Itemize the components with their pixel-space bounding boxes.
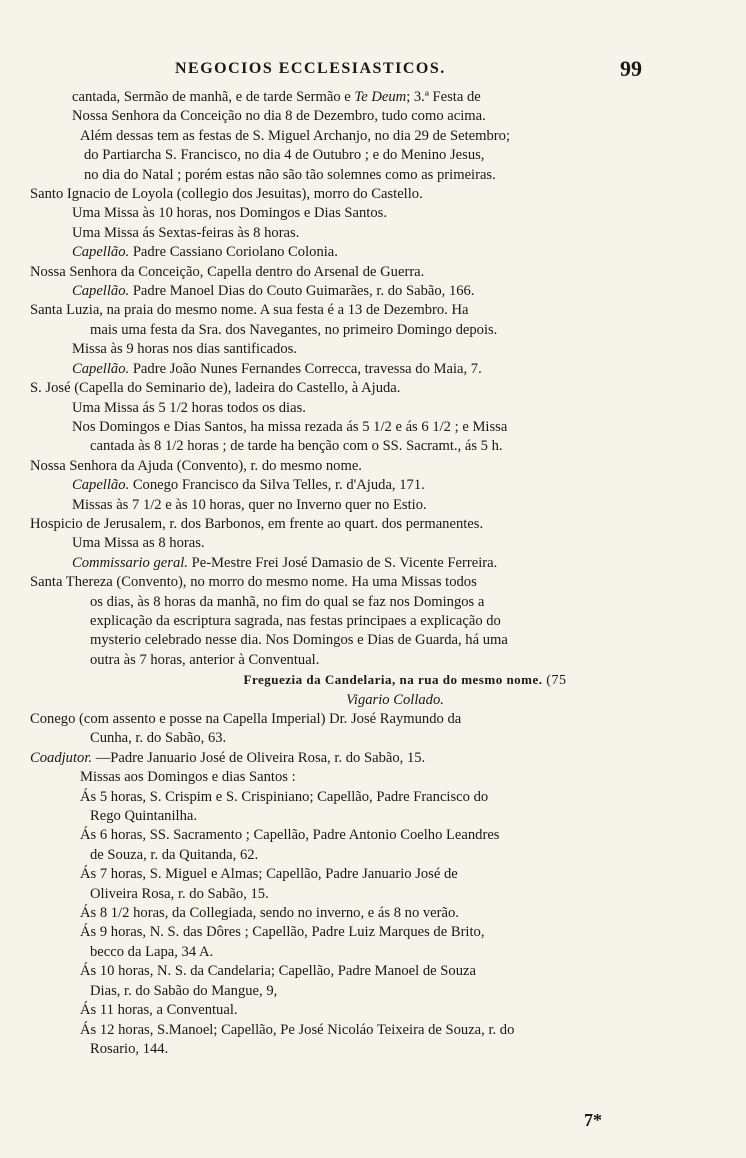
text-line (30, 904, 720, 923)
line-text: Ás 12 horas, S.Manoel; Capellão, Pe José Nicoláo Teixeira de Souza, r. do (80, 1021, 515, 1038)
line-text: Missas às 7 1/2 e às 10 horas, quer no Inverno quer no Estio. (72, 496, 427, 513)
text-line (30, 476, 720, 495)
text-line (30, 146, 720, 165)
line-text: cantada às 8 1/2 horas ; de tarde ha benção com o SS. Sacramt., ás 5 h. (90, 438, 503, 455)
line-text: Padre João Nunes Fernandes Correcca, travessa do Maia, 7. (129, 360, 482, 377)
text-line (30, 534, 720, 553)
line-text: Uma Missa ás 5 1/2 horas todos os dias. (72, 399, 306, 416)
line-text: Ás 11 horas, a Conventual. (80, 1002, 238, 1019)
text-line (30, 437, 720, 456)
text-line (30, 515, 720, 534)
line-text: do Partiarcha S. Francisco, no dia 4 de Outubro ; e do Menino Jesus, (84, 147, 485, 164)
text-line (30, 651, 720, 670)
italic-label: Capellão. (72, 283, 130, 300)
line-text: os dias, às 8 horas da manhã, no fim do qual se faz nos Domingos a (90, 593, 485, 610)
line-text: Dias, r. do Sabão do Mangue, 9, (90, 982, 278, 999)
text-line (30, 360, 720, 379)
page-header (0, 56, 746, 86)
text-line (30, 496, 720, 515)
signature-mark: 7* (584, 1110, 602, 1130)
section-heading-text: Freguezia da Candelaria, na rua do mesmo nome. (243, 672, 543, 688)
text-line (30, 962, 720, 981)
line-text: Ás 5 horas, S. Crispim e S. Crispiniano; Capellão, Padre Francisco do (80, 788, 489, 805)
text-line (30, 807, 720, 826)
text-line (30, 185, 720, 204)
italic-label: Capellão. (72, 360, 130, 377)
line-text: no dia do Natal ; porém estas não são tão solemnes como as primeiras. (84, 166, 496, 183)
text-line (30, 418, 720, 437)
line-text: Ás 8 1/2 horas, da Collegiada, sendo no inverno, e ás 8 no verão. (80, 905, 459, 922)
text-line (30, 749, 720, 768)
line-text: mais uma festa da Sra. dos Navegantes, no primeiro Domingo depois. (90, 321, 498, 338)
text-line (30, 612, 720, 631)
entries-block-lower (30, 710, 720, 1059)
text-line (30, 768, 720, 787)
line-text: de Souza, r. da Quitanda, 62. (90, 846, 259, 863)
text-line (30, 788, 720, 807)
line-text: Santa Thereza (Convento), no morro do mesmo nome. Ha uma Missas todos (30, 574, 477, 591)
text-body (30, 88, 720, 1059)
entries-block-upper (30, 88, 720, 670)
line-text: S. José (Capella do Seminario de), ladeira do Castello, à Ajuda. (30, 380, 401, 397)
text-line (30, 846, 720, 865)
line-text: Ás 9 horas, N. S. das Dôres ; Capellão, Padre Luiz Marques de Brito, (80, 924, 485, 941)
line-text: Hospicio de Jerusalem, r. dos Barbonos, em frente ao quart. dos permanentes. (30, 515, 484, 532)
line-text: Santo Ignacio de Loyola (collegio dos Jesuitas), morro do Castello. (30, 186, 423, 203)
text-line (30, 885, 720, 904)
line-text: Padre Manoel Dias do Couto Guimarães, r. do Sabão, 166. (129, 283, 475, 300)
text-line (30, 729, 720, 748)
text-line (30, 88, 720, 107)
text-line (30, 865, 720, 884)
italic-label: Coadjutor. (30, 749, 93, 766)
text-line (30, 321, 720, 340)
line-text: Nossa Senhora da Conceição no dia 8 de Dezembro, tudo como acima. (72, 108, 486, 125)
section-heading (30, 670, 720, 690)
line-text: Uma Missa ás Sextas-feiras às 8 horas. (72, 224, 300, 241)
line-text: Nos Domingos e Dias Santos, ha missa rezada ás 5 1/2 e ás 6 1/2 ; e Missa (72, 418, 508, 435)
line-text: Uma Missa as 8 horas. (72, 535, 205, 552)
italic-label: Te Deum (354, 89, 407, 105)
page-number: 99 (620, 56, 642, 81)
line-text: Nossa Senhora da Ajuda (Convento), r. do mesmo nome. (30, 457, 362, 474)
text-line (30, 943, 720, 962)
text-line (30, 379, 720, 398)
text-line (30, 826, 720, 845)
text-line (30, 457, 720, 476)
line-text: Rego Quintanilha. (90, 808, 198, 825)
line-text: Oliveira Rosa, r. do Sabão, 15. (90, 885, 269, 902)
line-text: becco da Lapa, 34 A. (90, 943, 214, 960)
line-text: Uma Missa às 10 horas, nos Domingos e Dias Santos. (72, 205, 387, 222)
line-text: Nossa Senhora da Conceição, Capella dentro do Arsenal de Guerra. (30, 263, 425, 280)
text-line (30, 107, 720, 126)
text-line (30, 1001, 720, 1020)
text-line (30, 340, 720, 359)
line-text: Conego Francisco da Silva Telles, r. d'Ajuda, 171. (129, 477, 425, 494)
text-line (30, 127, 720, 146)
italic-label: Capellão. (72, 244, 130, 261)
text-line (30, 204, 720, 223)
line-text: Cunha, r. do Sabão, 63. (90, 730, 227, 747)
text-line (30, 923, 720, 942)
text-line (30, 982, 720, 1001)
line-text: ; 3.ª Festa de (406, 89, 481, 105)
line-text: Conego (com assento e posse na Capella Imperial) Dr. José Raymundo da (30, 711, 462, 727)
line-text: Ás 10 horas, N. S. da Candelaria; Capellão, Padre Manoel de Souza (80, 963, 476, 980)
line-text: outra às 7 horas, anterior à Conventual. (90, 651, 320, 668)
line-text: Pe-Mestre Frei José Damasio de S. Vicente Ferreira. (187, 554, 498, 571)
line-text: Santa Luzia, na praia do mesmo nome. A sua festa é a 13 de Dezembro. Ha (30, 302, 469, 319)
text-line (30, 710, 720, 729)
text-line (30, 1040, 720, 1059)
line-text: —Padre Januario José de Oliveira Rosa, r. do Sabão, 15. (92, 749, 426, 766)
text-line (30, 282, 720, 301)
line-text: mysterio celebrado nesse dia. Nos Domingos e Dias de Guarda, há uma (90, 632, 508, 649)
line-text: Ás 6 horas, SS. Sacramento ; Capellão, Padre Antonio Coelho Leandres (80, 827, 500, 844)
vigario-label: Vigario Collado. (346, 691, 444, 708)
running-title: NEGOCIOS ECCLESIASTICOS. (175, 60, 446, 77)
text-line (30, 166, 720, 185)
text-line (30, 263, 720, 282)
line-text: Ás 7 horas, S. Miguel e Almas; Capellão, Padre Januario José de (80, 866, 458, 883)
line-text: Missa às 9 horas nos dias santificados. (72, 341, 297, 358)
text-line (30, 554, 720, 573)
line-text: Rosario, 144. (90, 1040, 169, 1057)
text-line (30, 573, 720, 592)
line-text: Missas aos Domingos e dias Santos : (80, 769, 296, 786)
text-line (30, 1021, 720, 1040)
italic-label: Commissario geral. (72, 554, 188, 571)
text-line (30, 243, 720, 262)
italic-label: Capellão. (72, 477, 130, 494)
text-line (30, 224, 720, 243)
line-text: cantada, Sermão de manhã, e de tarde Sermão e (72, 89, 355, 105)
section-heading-note: (75 (546, 673, 567, 689)
text-line (30, 593, 720, 612)
text-line (30, 301, 720, 320)
line-text: explicação da escriptura sagrada, nas festas principaes a explicação do (90, 612, 501, 629)
line-text: Além dessas tem as festas de S. Miguel Archanjo, no dia 29 de Setembro; (80, 127, 511, 144)
text-line (30, 631, 720, 650)
text-line (30, 399, 720, 418)
line-text: Padre Cassiano Coriolano Colonia. (129, 244, 338, 261)
